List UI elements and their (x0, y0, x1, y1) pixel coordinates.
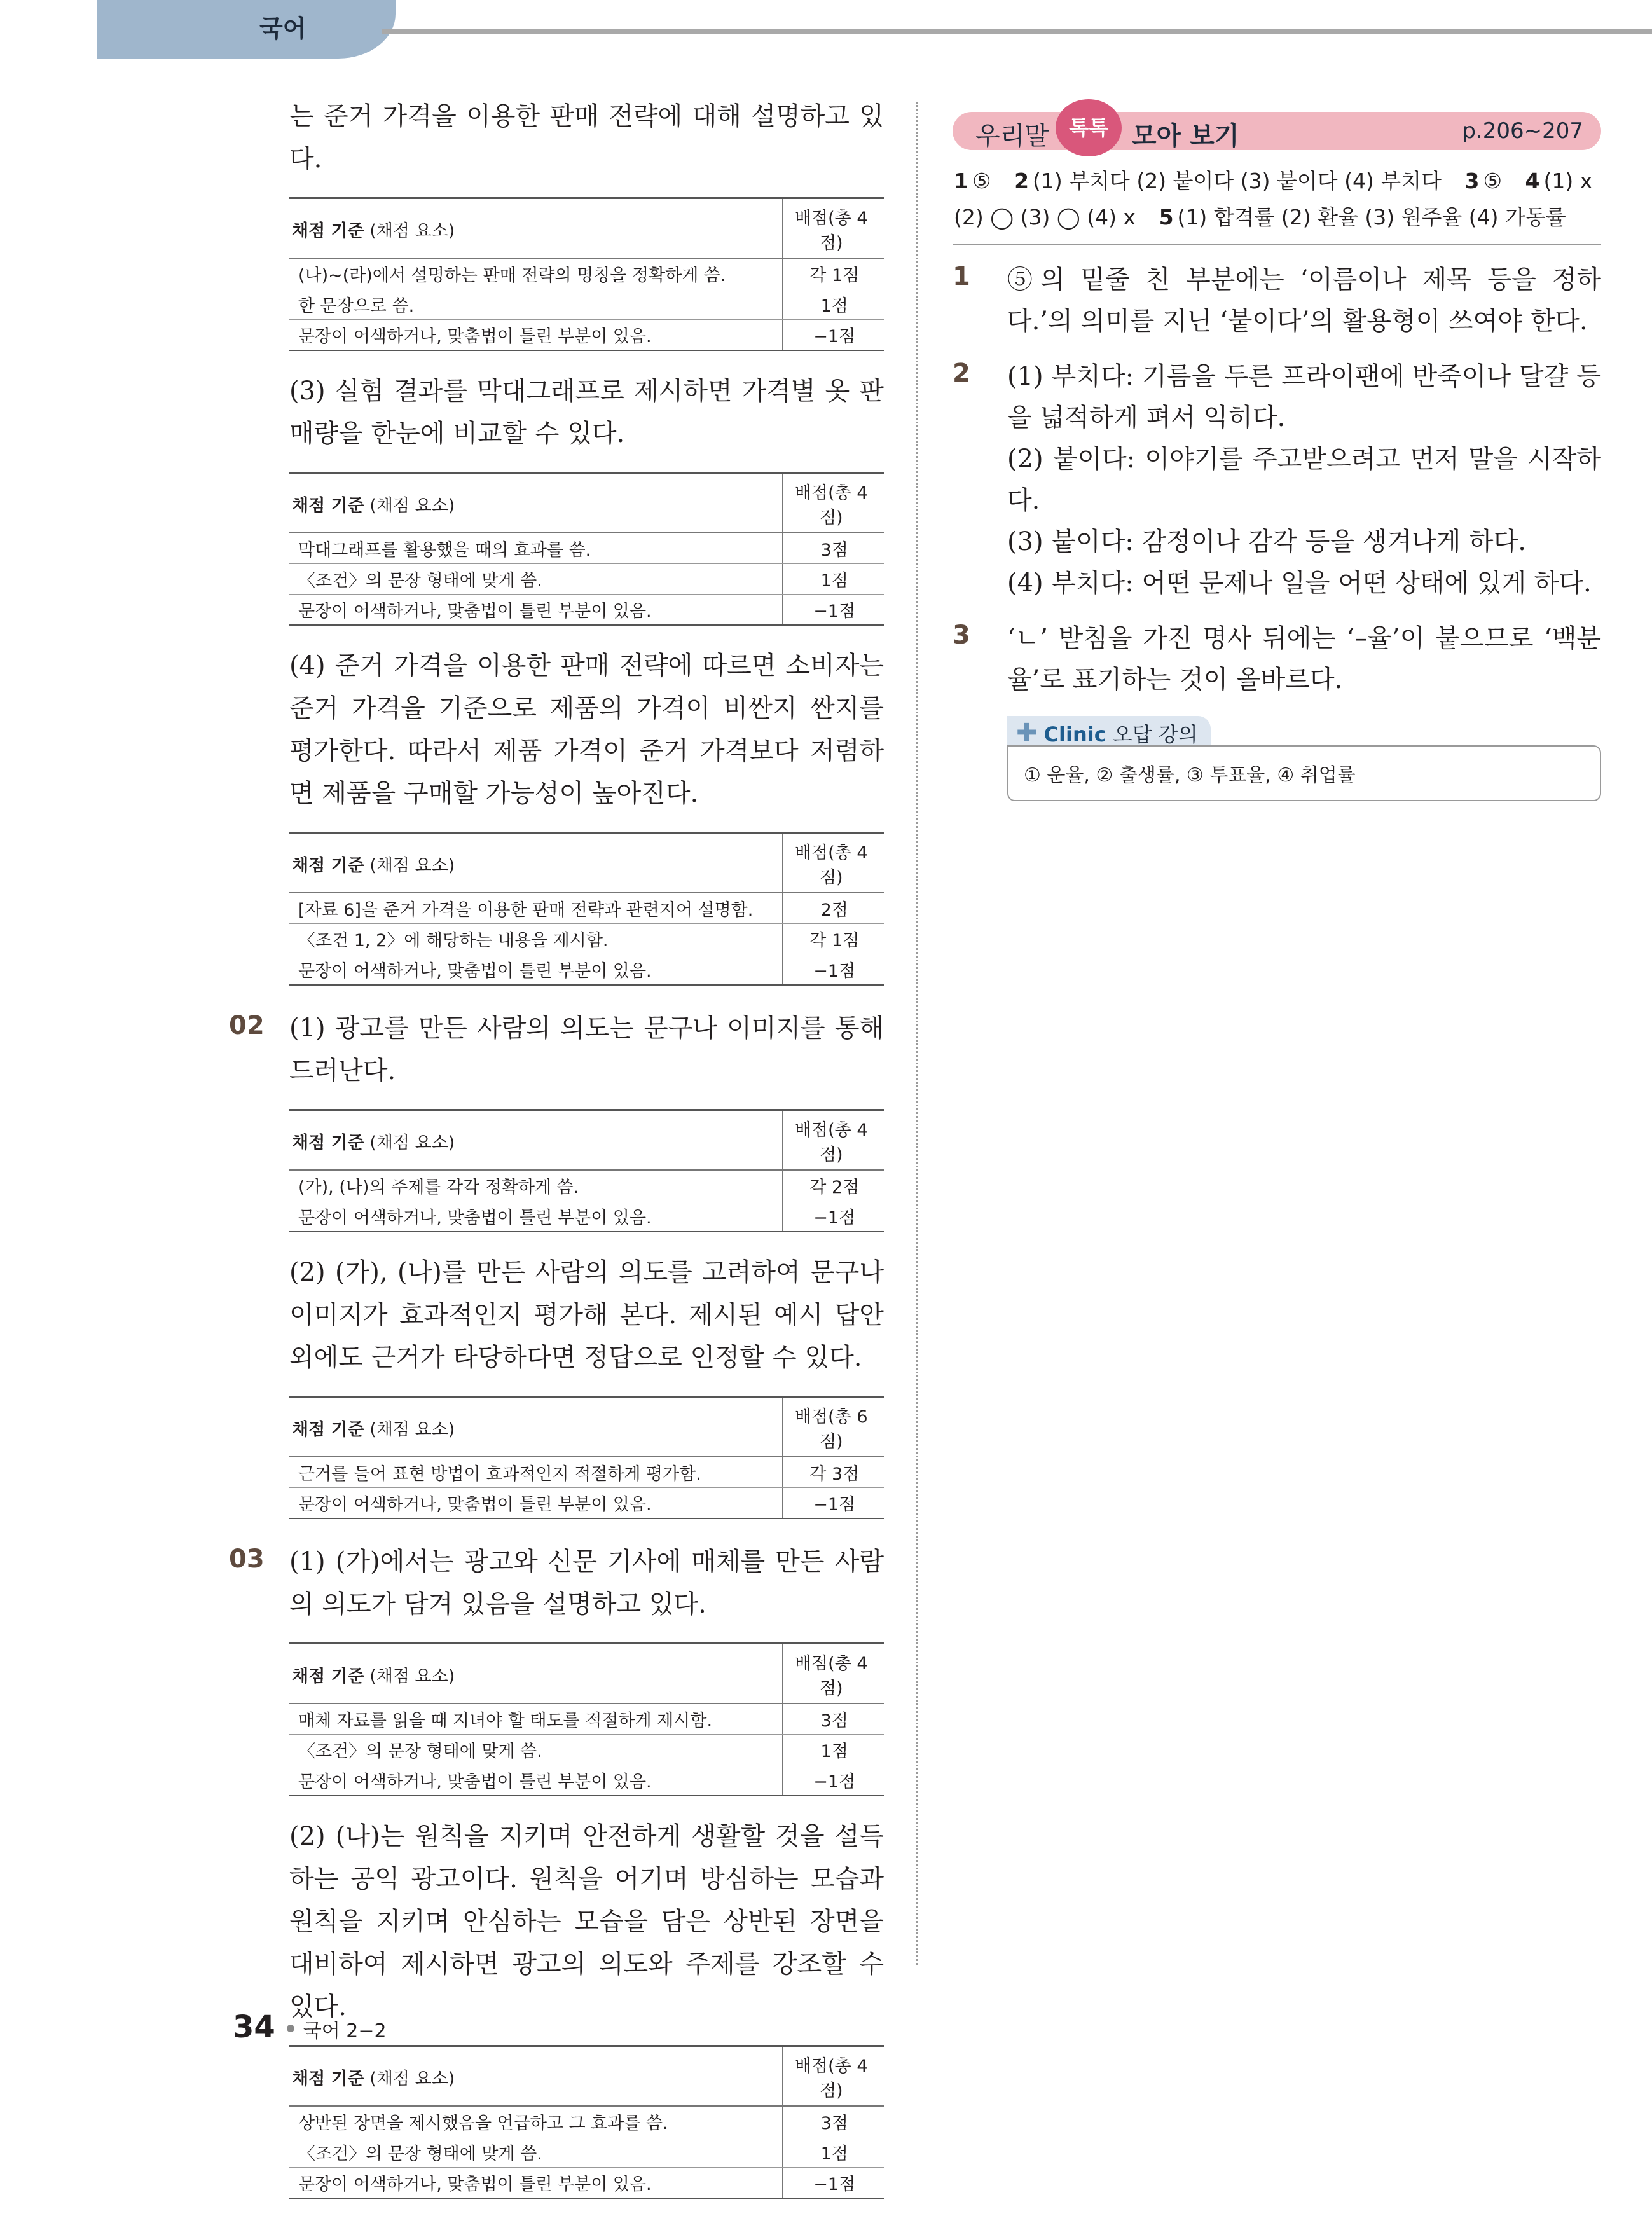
explanation-line: (4) 부치다: 어떤 문제나 일을 어떤 상태에 있게 하다. (1007, 568, 1592, 598)
points-cell: 각 3점 (782, 1457, 884, 1488)
banner-page-range: p.206~207 (1462, 118, 1583, 144)
criteria-cell: 상반된 장면을 제시했음을 언급하고 그 효과를 씀. (289, 2106, 782, 2137)
table-row (289, 1201, 884, 1232)
points-header: 배점(총 4점) (782, 833, 884, 893)
table-row (289, 893, 884, 924)
points-header: 배점(총 4점) (782, 473, 884, 533)
clinic-content: ① 운율, ② 출생률, ③ 투표율, ④ 취업률 (1007, 745, 1601, 801)
table-row (289, 258, 884, 289)
answer-number: 1 (954, 169, 968, 193)
explanation-item (953, 618, 1601, 701)
table-row (289, 320, 884, 351)
criteria-cell: 문장이 어색하거나, 맞춤법이 틀린 부분이 있음. (289, 320, 782, 351)
criteria-header: 채점 기준 (채점 요소) (289, 1110, 782, 1171)
points-cell: −1점 (782, 1201, 884, 1232)
points-cell: 1점 (782, 564, 884, 595)
criteria-cell: 〈조건 1, 2〉에 해당하는 내용을 제시함. (289, 924, 782, 954)
intro-text: 는 준거 가격을 이용한 판매 전략에 대해 설명하고 있다. (289, 102, 884, 174)
clinic-label-suffix: 오답 강의 (1106, 722, 1198, 747)
points-cell: 1점 (782, 1735, 884, 1765)
banner-subtitle: 모아 보기 (1132, 121, 1239, 151)
points-cell: −1점 (782, 1765, 884, 1796)
explanation-line: (2) 붙이다: 이야기를 주고받으려고 먼저 말을 시작하다. (1007, 444, 1601, 515)
explanation-number: 3 (953, 621, 970, 650)
answer-number: 4 (1525, 169, 1540, 193)
answer-value: (1) 부치다 (2) 붙이다 (3) 붙이다 (4) 부치다 (1033, 169, 1442, 193)
table-row (289, 954, 884, 986)
criteria-cell: 문장이 어색하거나, 맞춤법이 틀린 부분이 있음. (289, 595, 782, 626)
table-header-row (289, 833, 884, 893)
question-number: 03 (229, 1545, 265, 1574)
explanation-item (953, 259, 1601, 342)
table-row (289, 924, 884, 954)
table-row (289, 1703, 884, 1735)
explanation-line: ⑤의 밑줄 친 부분에는 ‘이름이나 제목 등을 정하다.’의 의미를 지닌 ‘붙이다’의 활용형이 쓰여야 한다. (1007, 265, 1601, 336)
table-row (289, 533, 884, 564)
answer-number: 5 (1159, 205, 1174, 230)
points-cell: 1점 (782, 2137, 884, 2168)
answer-text: (1) 광고를 만든 사람의 의도는 문구나 이미지를 통해 드러난다. (289, 1014, 884, 1085)
points-header: 배점(총 4점) (782, 2046, 884, 2107)
points-cell: −1점 (782, 1488, 884, 1519)
points-cell: 3점 (782, 2106, 884, 2137)
banner-title: 우리말 (975, 121, 1049, 151)
points-header: 배점(총 4점) (782, 1110, 884, 1171)
points-header: 배점(총 4점) (782, 198, 884, 259)
points-cell: −1점 (782, 2168, 884, 2199)
criteria-cell: (가), (나)의 주제를 각각 정확하게 씀. (289, 1170, 782, 1201)
explanation-list (953, 259, 1601, 701)
criteria-header: 채점 기준 (채점 요소) (289, 833, 782, 893)
page-footer (233, 2009, 387, 2045)
clinic-box (1007, 716, 1601, 801)
points-cell: −1점 (782, 595, 884, 626)
table-header-row (289, 1644, 884, 1704)
table-header-row (289, 1110, 884, 1171)
table-row (289, 2137, 884, 2168)
question-02 (229, 1007, 884, 1519)
table-header-row (289, 198, 884, 259)
criteria-header: 채점 기준 (채점 요소) (289, 198, 782, 259)
scoring-table (289, 1109, 884, 1232)
plus-icon: ✚ (1016, 719, 1038, 748)
criteria-cell: 〈조건〉의 문장 형태에 맞게 씀. (289, 1735, 782, 1765)
question-number: 02 (229, 1011, 265, 1040)
table-row (289, 289, 884, 320)
criteria-cell: 막대그래프를 활용했을 때의 효과를 씀. (289, 533, 782, 564)
points-cell: 3점 (782, 533, 884, 564)
answer-number: 2 (1014, 169, 1029, 193)
table-row (289, 1457, 884, 1488)
points-cell: −1점 (782, 954, 884, 986)
points-cell: 1점 (782, 289, 884, 320)
criteria-header: 채점 기준 (채점 요소) (289, 1644, 782, 1704)
scoring-table (289, 832, 884, 986)
criteria-cell: 〈조건〉의 문장 형태에 맞게 씀. (289, 564, 782, 595)
banner-badge: 톡톡 (1056, 99, 1122, 156)
table-header-row (289, 2046, 884, 2107)
criteria-cell: 문장이 어색하거나, 맞춤법이 틀린 부분이 있음. (289, 1488, 782, 1519)
answer-text: (2) (가), (나)를 만든 사람의 의도를 고려하여 문구나 이미지가 효과적인지 평가해 본다. 제시된 예시 답안 외에도 근거가 타당하다면 정답으로 인정할 수 있다. (289, 1258, 884, 1372)
table-row (289, 2168, 884, 2199)
answer-value: ⑤ (972, 169, 991, 193)
explanation-item (953, 356, 1601, 604)
table-row (289, 564, 884, 595)
explanation-line: (3) 붙이다: 감정이나 감각 등을 생겨나게 하다. (1007, 527, 1527, 556)
answer-value: (1) x (2) ◯ (3) ◯ (4) x (954, 169, 1593, 230)
header-rule (382, 29, 1652, 34)
column-divider (916, 102, 918, 1965)
answer-text: (4) 준거 가격을 이용한 판매 전략에 따르면 소비자는 준거 가격을 기준으로 제품의 가격이 비싼지 싼지를 평가한다. 따라서 제품 가격이 준거 가격보다 저렴하면 제품을 구매할 가능성이 높아진다. (289, 651, 884, 808)
scoring-table (289, 1642, 884, 1796)
criteria-cell: 근거를 들어 표현 방법이 효과적인지 적절하게 평가함. (289, 1457, 782, 1488)
criteria-cell: 문장이 어색하거나, 맞춤법이 틀린 부분이 있음. (289, 1201, 782, 1232)
table-row (289, 1488, 884, 1519)
criteria-header: 채점 기준 (채점 요소) (289, 473, 782, 533)
criteria-cell: 매체 자료를 읽을 때 지녀야 할 태도를 적절하게 제시함. (289, 1703, 782, 1735)
scoring-table (289, 197, 884, 351)
bullet-dot (287, 2025, 294, 2032)
table-row (289, 1765, 884, 1796)
criteria-header: 채점 기준 (채점 요소) (289, 1397, 782, 1457)
clinic-tab (1007, 716, 1211, 748)
right-column (953, 112, 1601, 801)
criteria-cell: 문장이 어색하거나, 맞춤법이 틀린 부분이 있음. (289, 1765, 782, 1796)
table-header-row (289, 1397, 884, 1457)
points-cell: −1점 (782, 320, 884, 351)
points-cell: 2점 (782, 893, 884, 924)
page-number: 34 (233, 2009, 275, 2045)
answer-value: ⑤ (1483, 169, 1503, 193)
section-banner (953, 112, 1601, 150)
criteria-header: 채점 기준 (채점 요소) (289, 2046, 782, 2107)
explanation-number: 1 (953, 262, 970, 291)
criteria-cell: 문장이 어색하거나, 맞춤법이 틀린 부분이 있음. (289, 954, 782, 986)
explanation-line: ‘ㄴ’ 받침을 가진 명사 뒤에는 ‘–율’이 붙으므로 ‘백분율’로 표기하는 것이 올바르다. (1007, 624, 1601, 694)
criteria-cell: 문장이 어색하거나, 맞춤법이 틀린 부분이 있음. (289, 2168, 782, 2199)
answer-number: 3 (1464, 169, 1480, 193)
header-tab (97, 0, 396, 59)
points-header: 배점(총 6점) (782, 1397, 884, 1457)
answer-key (953, 163, 1601, 245)
points-cell: 각 1점 (782, 924, 884, 954)
scoring-table (289, 1396, 884, 1519)
answer-text: (3) 실험 결과를 막대그래프로 제시하면 가격별 옷 판매량을 한눈에 비교할 수 있다. (289, 376, 884, 448)
points-header: 배점(총 4점) (782, 1644, 884, 1704)
answer-text: (2) (나)는 원칙을 지키며 안전하게 생활할 것을 설득하는 공익 광고이다. 원칙을 어기며 방심하는 모습과 원칙을 지키며 안심하는 모습을 담은 상반된 장면을 대비하여 제시하면 광고의 의도와 주제를 강조할 수 있다. (289, 1822, 884, 2021)
left-column (229, 95, 884, 2218)
clinic-label: Clinic (1043, 722, 1106, 747)
explanation-line: (1) 부치다: 기름을 두른 프라이팬에 반죽이나 달걀 등을 넓적하게 펴서 익히다. (1007, 362, 1601, 432)
criteria-cell: 한 문장으로 씀. (289, 289, 782, 320)
points-cell: 각 1점 (782, 258, 884, 289)
scoring-table (289, 472, 884, 626)
header-subject: 국어 (259, 15, 306, 43)
table-row (289, 2106, 884, 2137)
points-cell: 3점 (782, 1703, 884, 1735)
table-row (289, 595, 884, 626)
question-03 (229, 1541, 884, 2199)
answer-text: (1) (가)에서는 광고와 신문 기사에 매체를 만든 사람의 의도가 담겨 있음을 설명하고 있다. (289, 1547, 884, 1619)
book-title: 국어 2−2 (303, 2020, 387, 2042)
table-row (289, 1170, 884, 1201)
criteria-cell: (나)~(라)에서 설명하는 판매 전략의 명칭을 정확하게 씀. (289, 258, 782, 289)
table-header-row (289, 473, 884, 533)
answer-value: (1) 합격률 (2) 환율 (3) 원주율 (4) 가동률 (1177, 205, 1566, 230)
criteria-cell: [자료 6]을 준거 가격을 이용한 판매 전략과 관련지어 설명함. (289, 893, 782, 924)
criteria-cell: 〈조건〉의 문장 형태에 맞게 씀. (289, 2137, 782, 2168)
explanation-number: 2 (953, 359, 970, 388)
scoring-table (289, 2045, 884, 2199)
table-row (289, 1735, 884, 1765)
points-cell: 각 2점 (782, 1170, 884, 1201)
